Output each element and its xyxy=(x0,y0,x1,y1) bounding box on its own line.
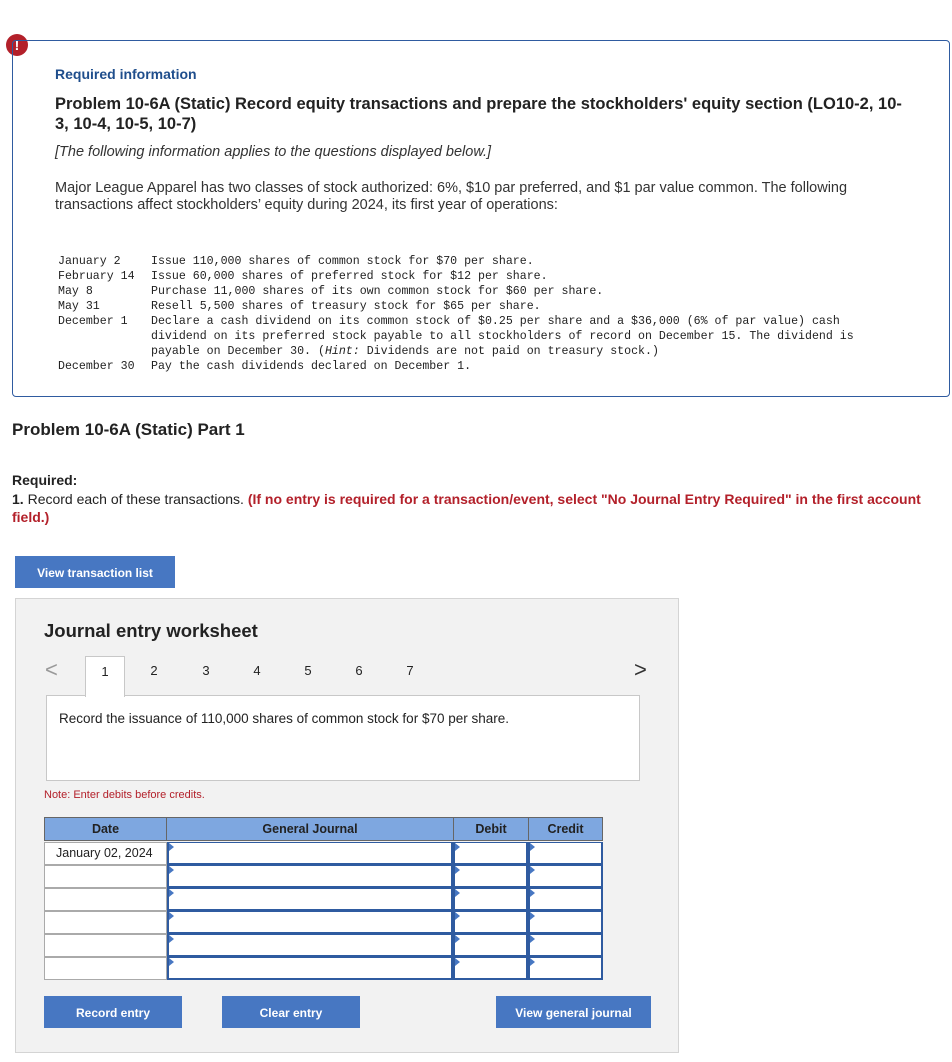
transaction-text-part: Declare a cash dividend on its common stock of $0.25 per share and a $36,000 (6% of par value) cash dividend on its preferred stock payable to all stockholders of record on December 15. The dividend is payable on December 30. ( xyxy=(151,315,854,358)
part-title: Problem 10-6A (Static) Part 1 xyxy=(12,420,245,439)
date-cell[interactable] xyxy=(44,911,167,934)
transaction-date: January 2 xyxy=(58,255,121,268)
applies-note: [The following information applies to the questions displayed below.] xyxy=(55,144,492,160)
transaction-date: December 30 xyxy=(58,360,135,373)
clear-entry-button[interactable]: Clear entry xyxy=(222,996,360,1028)
required-information-label: Required information xyxy=(55,66,197,82)
transaction-date: May 8 xyxy=(58,285,93,298)
transaction-date: December 1 xyxy=(58,315,128,328)
transaction-text: Purchase 11,000 shares of its own common stock for $60 per share. xyxy=(151,285,604,298)
tab-5[interactable]: 5 xyxy=(304,663,312,678)
view-transaction-list-button[interactable]: View transaction list xyxy=(15,556,175,588)
date-column-header: Date xyxy=(44,817,167,841)
record-entry-button[interactable]: Record entry xyxy=(44,996,182,1028)
transaction-row xyxy=(58,299,887,314)
debit-input[interactable] xyxy=(453,957,528,980)
credit-input[interactable] xyxy=(528,957,603,980)
credit-input[interactable] xyxy=(528,888,603,911)
transaction-row xyxy=(58,359,887,374)
transaction-text-part: Dividends are not paid on treasury stock.) xyxy=(359,345,659,358)
transaction-date: May 31 xyxy=(58,300,100,313)
transaction-row xyxy=(58,269,887,284)
previous-chevron-icon[interactable]: < xyxy=(45,657,58,682)
transaction-text: Pay the cash dividends declared on December 1. xyxy=(151,360,472,373)
debit-input[interactable] xyxy=(453,842,528,865)
worksheet-title: Journal entry worksheet xyxy=(44,620,258,641)
general-journal-column-header: General Journal xyxy=(166,817,454,841)
transaction-text: Resell 5,500 shares of treasury stock for $65 per share. xyxy=(151,300,541,313)
credit-input[interactable] xyxy=(528,934,603,957)
transaction-text xyxy=(151,314,887,359)
credit-column-header: Credit xyxy=(528,817,603,841)
tab-1[interactable]: 1 xyxy=(85,656,125,697)
required-warning: (If no entry is required for a transaction/event, select "No Journal Entry Required" in the first account field.) xyxy=(12,491,921,525)
credit-input[interactable] xyxy=(528,842,603,865)
required-text: Record each of these transactions. xyxy=(23,491,248,507)
tab-2[interactable]: 2 xyxy=(150,663,158,678)
transaction-date: February 14 xyxy=(58,270,135,283)
tab-3[interactable]: 3 xyxy=(202,663,210,678)
alert-icon: ! xyxy=(6,34,28,56)
next-chevron-icon[interactable]: > xyxy=(634,657,647,682)
account-input[interactable] xyxy=(167,957,453,980)
transaction-row xyxy=(58,284,887,299)
tab-7[interactable]: 7 xyxy=(406,663,414,678)
date-cell[interactable] xyxy=(44,957,167,980)
debit-input[interactable] xyxy=(453,888,528,911)
tab-4[interactable]: 4 xyxy=(253,663,261,678)
debits-credits-note: Note: Enter debits before credits. xyxy=(44,789,205,801)
hint-label: Hint: xyxy=(324,345,360,358)
tab-6[interactable]: 6 xyxy=(355,663,363,678)
problem-title: Problem 10-6A (Static) Record equity transactions and prepare the stockholders' equity section (LO10-2, 10-3, 10-4, 10-5, 10-7) xyxy=(55,95,902,133)
debit-input[interactable] xyxy=(453,911,528,934)
account-input[interactable] xyxy=(167,865,453,888)
transaction-row xyxy=(58,254,887,269)
transaction-description-box xyxy=(46,695,640,781)
required-heading: Required: xyxy=(12,472,78,488)
credit-input[interactable] xyxy=(528,911,603,934)
problem-intro: Major League Apparel has two classes of stock authorized: 6%, $10 par preferred, and $1 par value common. The following transactions affect stockholders’ equity during 2024, its first year of operations: xyxy=(55,180,848,213)
transaction-text: Issue 110,000 shares of common stock for $70 per share. xyxy=(151,255,534,268)
date-cell[interactable] xyxy=(44,865,167,888)
account-input[interactable] xyxy=(167,911,453,934)
view-general-journal-button[interactable]: View general journal xyxy=(496,996,651,1028)
transaction-row xyxy=(58,314,887,359)
credit-input[interactable] xyxy=(528,865,603,888)
date-cell[interactable] xyxy=(44,934,167,957)
transaction-text: Issue 60,000 shares of preferred stock for $12 per share. xyxy=(151,270,548,283)
debit-input[interactable] xyxy=(453,934,528,957)
account-input[interactable] xyxy=(167,888,453,911)
date-cell[interactable] xyxy=(44,888,167,911)
required-instructions xyxy=(12,490,947,526)
date-cell[interactable]: January 02, 2024 xyxy=(44,842,167,865)
transactions-table xyxy=(58,254,887,374)
account-input[interactable] xyxy=(167,842,453,865)
transaction-description: Record the issuance of 110,000 shares of common stock for $70 per share. xyxy=(59,711,509,726)
debit-column-header: Debit xyxy=(453,817,529,841)
required-number: 1. xyxy=(12,491,24,507)
account-input[interactable] xyxy=(167,934,453,957)
debit-input[interactable] xyxy=(453,865,528,888)
